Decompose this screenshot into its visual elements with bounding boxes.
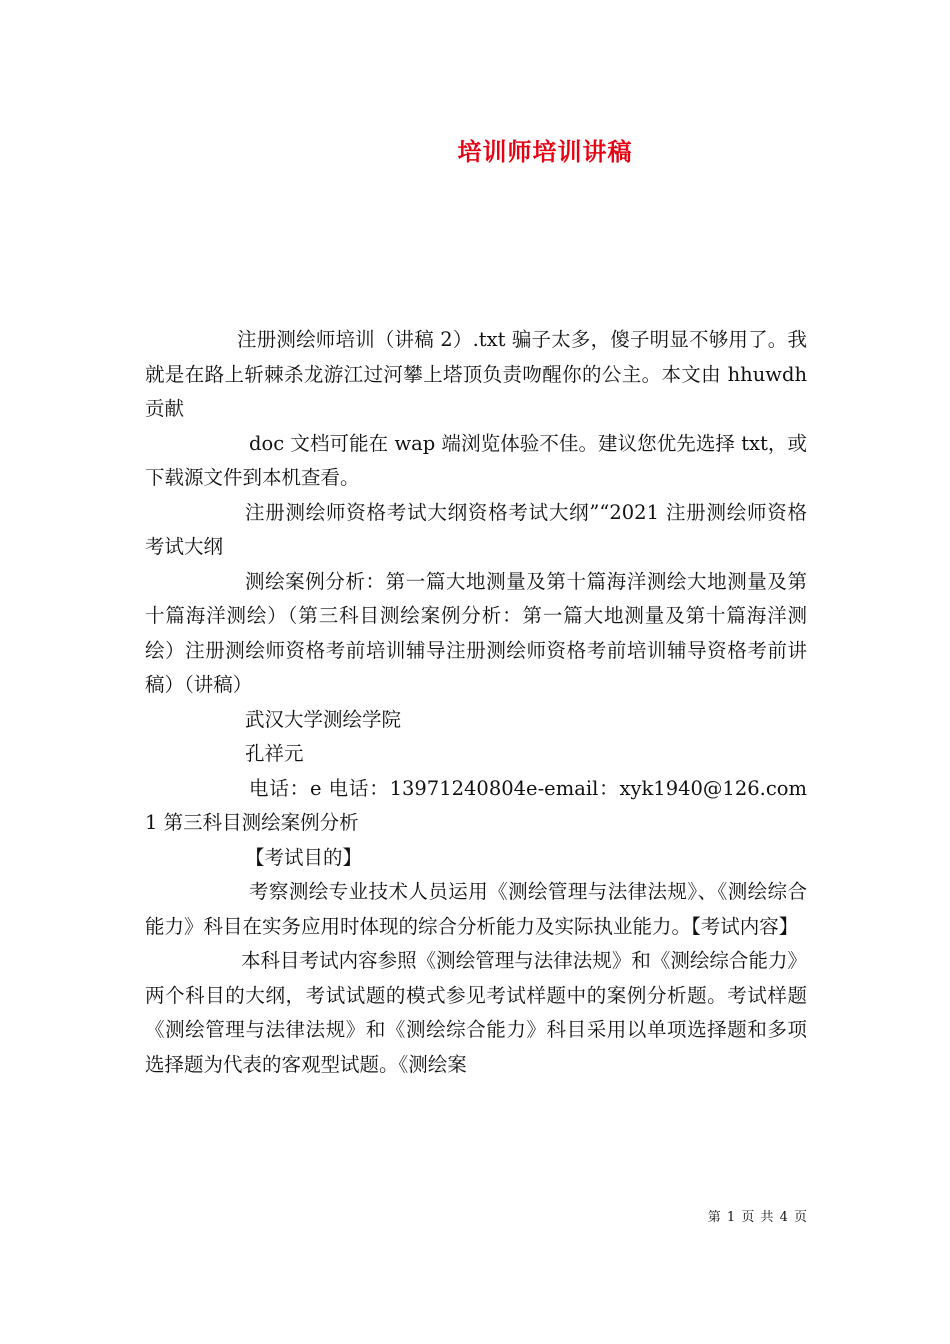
document-body xyxy=(145,323,807,1082)
paragraph-doc-note: doc 文档可能在 wap 端浏览体验不佳。建议您优先选择 txt，或下载源文件到本机查看。 xyxy=(145,431,807,489)
paragraph-intro: 注册测绘师培训（讲稿 2）.txt 骗子太多，傻子明显不够用了。我就是在路上斩棘杀龙游江过河攀上塔顶负责吻醒你的公主。本文由 hhuwdh 贡献 xyxy=(145,328,807,420)
page-footer: 第 1 页 共 4 页 xyxy=(707,1210,808,1225)
paragraph-exam-content: 本科目考试内容参照《测绘管理与法律法规》和《测绘综合能力》两个科目的大纲，考试试题的模式参见考试样题中的案例分析题。考试样题《测绘管理与法律法规》和《测绘综合能力》科目采用以单项选择题和多项选择题为代表的客观型试题。《测绘案 xyxy=(145,949,807,1076)
document-title: 培训师培训讲稿 xyxy=(457,137,633,166)
paragraph-exam-purpose-heading: 【考试目的】 xyxy=(245,845,363,869)
paragraph-institution: 武汉大学测绘学院 xyxy=(245,707,402,731)
paragraph-case-analysis: 测绘案例分析：第一篇大地测量及第十篇海洋测绘大地测量及第十篇海洋测绘）（第三科目测绘案例分析：第一篇大地测量及第十篇海洋测绘）注册测绘师资格考前培训辅导注册测绘师资格考前培训辅导资格考前讲稿）（讲稿） xyxy=(145,569,807,696)
paragraph-contact: 电话：e 电话：13971240804e-email：xyk1940@126.com1 第三科目测绘案例分析 xyxy=(145,776,807,834)
paragraph-author: 孔祥元 xyxy=(245,742,304,765)
paragraph-exam-purpose: 考察测绘专业技术人员运用《测绘管理与法律法规》、《测绘综合能力》科目在实务应用时体现的综合分析能力及实际执业能力。【考试内容】 xyxy=(145,880,807,938)
paragraph-outline: 注册测绘师资格考试大纲资格考试大纲”“2021 注册测绘师资格考试大纲 xyxy=(145,500,807,558)
